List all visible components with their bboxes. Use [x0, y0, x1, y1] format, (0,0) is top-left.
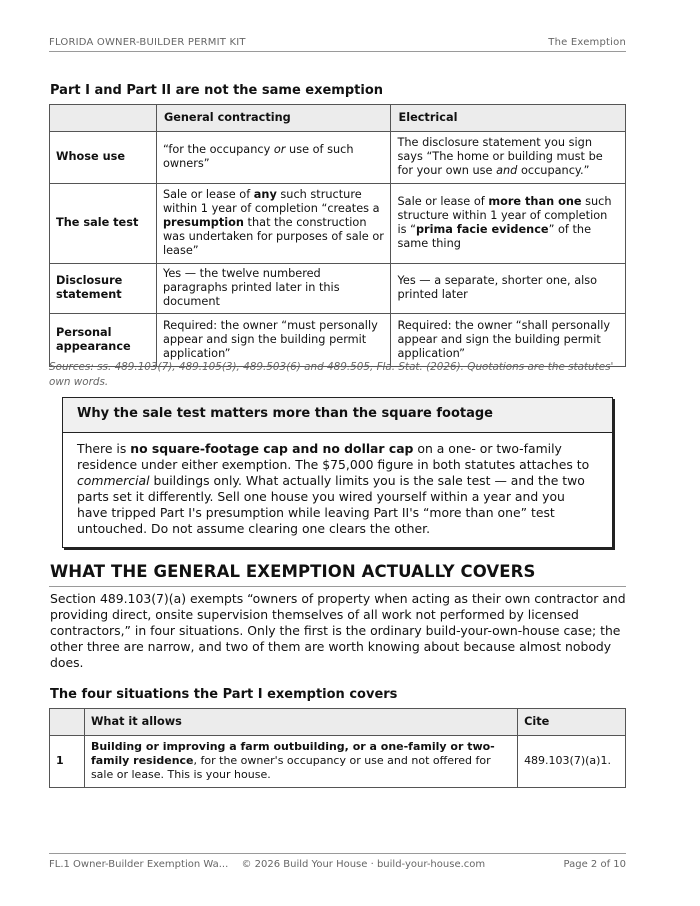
cell-electrical-sale-test: Sale or lease of more than one such structure within 1 year of completion is “prima facie evidence” of the same thing: [391, 184, 626, 264]
table-row: [50, 314, 626, 367]
body-paragraph: Section 489.103(7)(a) exempts “owners of property when acting as their own contractor and providing direct, onsite supervision themselves of all work not performed by licensed contractors,” in four situations. Only the first is the ordinary build-your-own-house case; the other three are narrow, and two of them are worth knowing about because almost nobody does.: [50, 591, 626, 670]
row-label-sale-test: The sale test: [50, 184, 157, 264]
header-kit-title: FLORIDA OWNER-BUILDER PERMIT KIT: [49, 37, 246, 48]
sale-test-callout: [62, 397, 613, 548]
situation-number: 1: [50, 736, 85, 788]
cell-electrical-disclosure: Yes — a separate, shorter one, also printed later: [391, 264, 626, 314]
header-section-title: The Exemption: [548, 37, 626, 48]
situations-heading: The four situations the Part I exemption covers: [50, 687, 398, 702]
cell-electrical-personal-appearance: Required: the owner “shall personally appear and sign the building permit application”: [391, 314, 626, 367]
comparison-heading: Part I and Part II are not the same exemption: [50, 83, 384, 98]
column-header-cite: Cite: [518, 709, 626, 736]
section-heading-rule: [49, 586, 626, 587]
row-label-disclosure: Disclosure statement: [50, 264, 157, 314]
situation-cite: 489.103(7)(a)1.: [518, 736, 626, 788]
column-header-general: General contracting: [156, 105, 391, 132]
column-header-allows: What it allows: [84, 709, 517, 736]
cell-general-sale-test: Sale or lease of any such structure within 1 year of completion “creates a presumption that the construction was undertaken for purposes of sale or lease”: [156, 184, 391, 264]
situations-table: [49, 708, 626, 788]
sources-note: Sources: ss. 489.103(7), 489.105(3), 489.503(6) and 489.505, Fla. Stat. (2026). Quotations are the statutes' own words.: [49, 361, 614, 388]
situation-description: Building or improving a farm outbuilding, or a one-family or two-family residence, for the owner's occupancy or use and not offered for sale or lease. This is your house.: [84, 736, 517, 788]
footer-doc-title: FL.1 Owner-Builder Exemption Wa...: [49, 859, 229, 870]
cell-general-personal-appearance: Required: the owner “must personally appear and sign the building permit application”: [156, 314, 391, 367]
section-heading: WHAT THE GENERAL EXEMPTION ACTUALLY COVERS: [50, 562, 536, 581]
table-row: [50, 264, 626, 314]
column-header-electrical: Electrical: [391, 105, 626, 132]
callout-body: There is no square-footage cap and no dollar cap on a one- or two-family residence under either exemption. The $75,000 figure in both statutes attaches to commercial buildings only. What actually limits you is the sale test — and the two parts set it differently. Sell one house you wired yourself within a year and you have tripped Part I's presumption while leaving Part II's “more than one” test untouched. Do not assume clearing one clears the other.: [77, 441, 590, 536]
row-label-whose-use: Whose use: [50, 132, 157, 184]
column-header-blank: [50, 105, 157, 132]
footer-copyright: © 2026 Build Your House · build-your-house.com: [241, 859, 486, 870]
cell-general-disclosure: Yes — the twelve numbered paragraphs printed later in this document: [156, 264, 391, 314]
cell-electrical-whose-use: The disclosure statement you sign says “The home or building must be for your own use and occupancy.”: [391, 132, 626, 184]
table-row: [50, 184, 626, 264]
table-header-row: [50, 105, 626, 132]
footer-rule: [49, 853, 626, 854]
table-row: [50, 736, 626, 788]
table-header-row: [50, 709, 626, 736]
header-rule: [49, 51, 626, 52]
row-label-personal-appearance: Personal appearance: [50, 314, 157, 367]
table-row: [50, 132, 626, 184]
page-number: Page 2 of 10: [563, 859, 626, 870]
column-header-number: [50, 709, 85, 736]
cell-general-whose-use: “for the occupancy or use of such owners”: [156, 132, 391, 184]
callout-title: Why the sale test matters more than the square footage: [63, 398, 612, 433]
running-footer: [49, 859, 626, 873]
comparison-table: [49, 104, 626, 367]
